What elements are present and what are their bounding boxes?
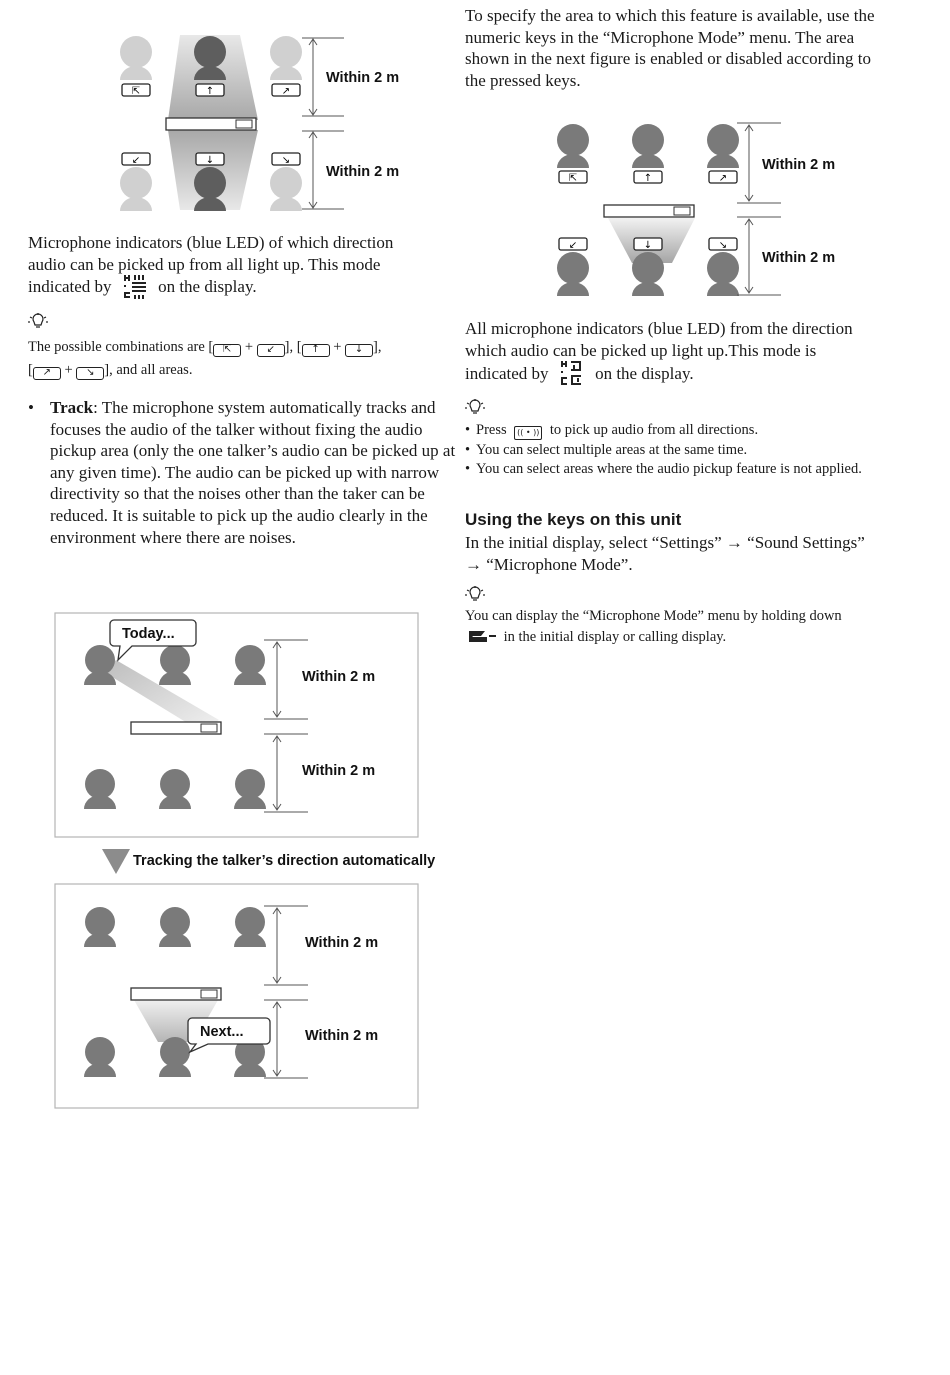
svg-text:↑: ↑: [643, 173, 653, 184]
track-bullet: • Track: The microphone system automatically tracks and focuses the audio of the talker without fixing the audio pickup area (only the one talker’s audio can be picked up at any given time). The audio can be picked up with narrow directivity so that the noises other than the taker can be reduced. It is suitable to pick up the audio clearly in the environment where there are noises.: [28, 397, 456, 548]
all-mode-display-icon: [122, 275, 148, 299]
svg-text:⇱: ⇱: [131, 86, 141, 97]
svg-text:↙: ↙: [131, 155, 141, 166]
hint-icon: [28, 313, 50, 329]
fig3-top-label-top: Within 2 m: [302, 669, 376, 685]
svg-text:↗: ↗: [281, 86, 291, 97]
svg-text:⇱: ⇱: [568, 173, 578, 184]
svg-text:↘: ↘: [281, 155, 291, 166]
area-mode-display-icon: [559, 361, 585, 387]
menu-hold-tip: You can display the “Microphone Mode” menu by holding down in the initial display or calling display.: [465, 608, 842, 645]
key-down-icon: ↓: [345, 344, 373, 357]
svg-text:↙: ↙: [568, 240, 578, 251]
fig3-bottom-label-top: Within 2 m: [305, 935, 379, 951]
tips-list: [465, 421, 865, 480]
tip-not-applied: • You can select areas where the audio pickup feature is not applied.: [465, 460, 865, 480]
key-upper-right-icon: ↗: [33, 367, 61, 380]
hint-icon: [465, 399, 487, 415]
arrow-right-icon: →: [725, 533, 743, 552]
combinations-tip: The possible combinations are [ ⇱ + ↙ ], [ ↑ + ↓ ], [ ↗ + ↘ ], and all areas.: [28, 339, 382, 378]
keys-paragraph: In the initial display, select “Settings” → “Sound Settings” → “Microphone Mode”.: [465, 533, 865, 574]
bubble-next: Next...: [200, 1024, 244, 1040]
figure-all-directions: [110, 30, 450, 215]
figure-selected-area: [550, 118, 850, 303]
fig2-label-top: Within 2 m: [762, 157, 836, 173]
call-key-icon: [467, 629, 497, 643]
figure-tracking: [54, 612, 444, 1112]
svg-text:↑: ↑: [205, 86, 215, 97]
svg-text:↓: ↓: [643, 240, 653, 251]
svg-text:↘: ↘: [718, 240, 728, 251]
indicators-paragraph: Microphone indicators (blue LED) of which direction audio can be picked up from all light up. This mode indicated by on the display.: [28, 232, 448, 299]
fig2-label-bottom: Within 2 m: [762, 250, 836, 266]
arrow-right-icon: →: [465, 554, 482, 574]
key-up-icon: ↑: [302, 344, 330, 357]
tip-press: • Press (( • )) to pick up audio from all directions.: [465, 421, 865, 441]
fig3-bottom-label-bottom: Within 2 m: [305, 1028, 379, 1044]
fig1-label-top: Within 2 m: [326, 70, 400, 86]
specify-area-paragraph: To specify the area to which this feature is available, use the numeric keys in the “Microphone Mode” menu. The area shown in the next figure is enabled or disabled according to the pressed keys.: [465, 6, 875, 90]
fig3-top-label-bottom: Within 2 m: [302, 763, 376, 779]
fig1-label-bottom: Within 2 m: [326, 164, 400, 180]
svg-text:↗: ↗: [718, 173, 728, 184]
tip-multiple: • You can select multiple areas at the same time.: [465, 441, 865, 461]
section-heading: Using the keys on this unit: [465, 510, 682, 529]
key-upper-left-icon: ⇱: [213, 344, 241, 357]
bubble-today: Today...: [122, 626, 175, 642]
key-lower-right-icon: ↘: [76, 367, 104, 380]
tracking-caption: Tracking the talker’s direction automatically: [133, 853, 436, 869]
key-lower-left-icon: ↙: [257, 344, 285, 357]
all-indicators-paragraph: All microphone indicators (blue LED) from the direction which audio can be picked up light up.This mode is indicated by on the display.: [465, 318, 885, 387]
hint-icon: [465, 586, 487, 602]
svg-text:↓: ↓: [205, 155, 215, 166]
all-directions-key-icon: (( • )): [514, 426, 542, 440]
